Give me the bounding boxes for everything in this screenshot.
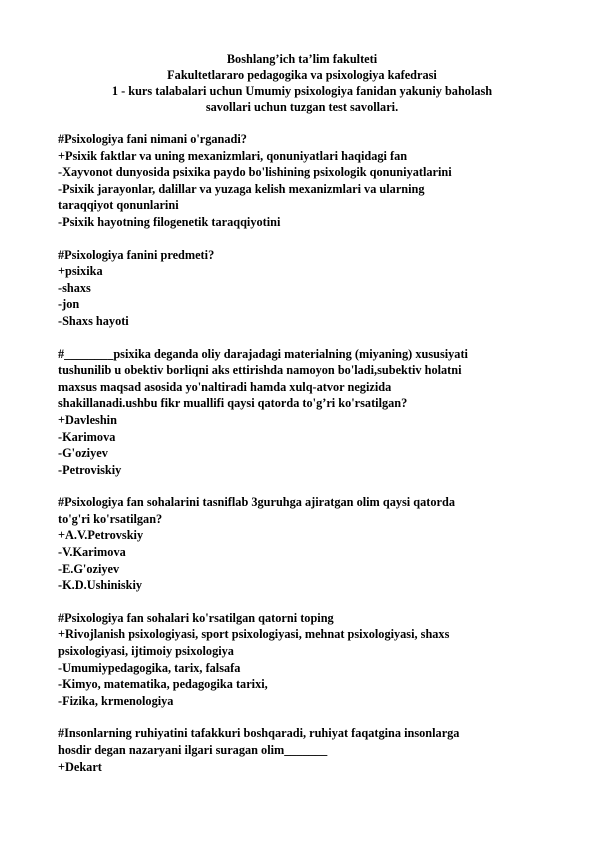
question-block — [58, 725, 546, 775]
question-text: #Psixologiya fani nimani o'rganadi? — [58, 132, 247, 146]
course-description: 1 - kurs talabalari uchun Umumiy psixologiya fanidan yakuniy baholash — [111, 84, 493, 98]
answer-option: -Kimyo, matematika, pedagogika tarixi, — [58, 677, 268, 692]
question-text-continued: maxsus maqsad asosida yo'naltiradi hamda xulq-atvor negizida — [58, 379, 392, 394]
answer-option: -K.D.Ushiniskiy — [58, 578, 143, 593]
question-block — [58, 346, 546, 479]
question-text: #________psixika deganda oliy darajadagi materialning (miyaning) xususiyati — [58, 346, 468, 361]
answer-option: -Psixik hayotning filogenetik taraqqiyotini — [58, 214, 281, 229]
answer-option: -E.G'oziyev — [58, 561, 120, 576]
answer-option: +Davleshin — [58, 412, 117, 427]
document-header — [58, 51, 546, 115]
question-block — [58, 494, 546, 594]
answer-option: -Psixik jarayonlar, dalillar va yuzaga kelish mexanizmlari va ularning — [58, 181, 425, 196]
answer-option: -shaxs — [58, 280, 91, 295]
question-block — [58, 131, 546, 231]
answer-option: -V.Karimova — [58, 545, 126, 560]
question-text-continued: to'g'ri ko'rsatilgan? — [58, 511, 163, 526]
document-page — [58, 51, 546, 791]
question-text: #Psixologiya fan sohalarini tasniflab 3guruhga ajiratgan olim qaysi qatorda — [58, 495, 455, 510]
answer-option: -Shaxs hayoti — [58, 313, 129, 328]
answer-option-continued: psixologiyasi, ijtimoiy psixologiya — [58, 644, 234, 659]
question-text: #Insonlarning ruhiyatini tafakkuri boshqaradi, ruhiyat faqatgina insonlarga — [58, 726, 460, 741]
question-text-continued: tushunilib u obektiv borliqni aks ettirishda namoyon bo'ladi,subektiv holatni — [58, 363, 462, 378]
question-block — [58, 610, 546, 710]
answer-option: -G'oziyev — [58, 446, 108, 461]
answer-option: -Xayvonot dunyosida psixika paydo bo'lishining psixologik qonuniyatlarini — [58, 165, 452, 180]
faculty-title: Boshlang’ich ta’lim fakulteti — [226, 52, 378, 66]
answer-option: -Petroviskiy — [58, 462, 122, 477]
answer-option: -Fizika, krmenologiya — [58, 693, 174, 708]
answer-option: +Dekart — [58, 759, 102, 774]
answer-option-continued: taraqqiyot qonunlarini — [58, 198, 179, 213]
course-description-continued: savollari uchun tuzgan test savollari. — [205, 100, 399, 114]
answer-option: -Umumiypedagogika, tarix, falsafa — [58, 660, 241, 675]
question-text-continued: shakillanadi.ushbu fikr muallifi qaysi qatorda to'g’ri ko'rsatilgan? — [58, 396, 408, 411]
question-list — [58, 131, 546, 775]
question-block — [58, 247, 546, 330]
answer-option: -Karimova — [58, 429, 116, 444]
answer-option: +Rivojlanish psixologiyasi, sport psixologiyasi, mehnat psixologiyasi, shaxs — [58, 627, 450, 642]
answer-option: +A.V.Petrovskiy — [58, 528, 144, 543]
question-text-continued: hosdir degan nazaryani ilgari suragan olim_______ — [58, 743, 328, 757]
answer-option: +psixika — [58, 264, 103, 279]
question-text: #Psixologiya fanini predmeti? — [58, 247, 215, 262]
question-text: #Psixologiya fan sohalari ko'rsatilgan qatorni toping — [58, 610, 334, 625]
answer-option: -jon — [58, 297, 80, 312]
answer-option: +Psixik faktlar va uning mexanizmlari, qonuniyatlari haqidagi fan — [58, 148, 408, 163]
department-title: Fakultetlararo pedagogika va psixologiya kafedrasi — [167, 68, 437, 82]
